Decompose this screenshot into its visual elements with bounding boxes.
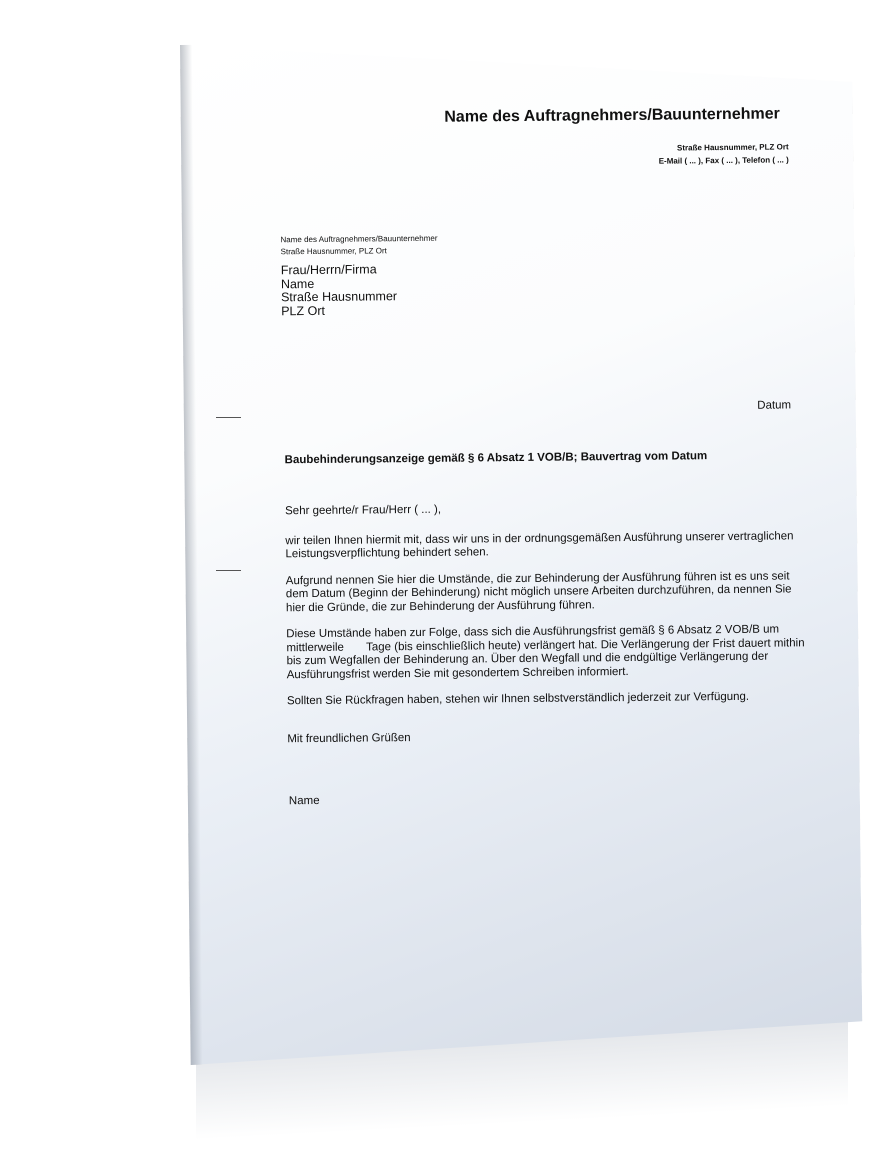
recipient-city: PLZ Ort — [281, 303, 326, 318]
paragraph-reason — [286, 570, 816, 616]
letter-date: Datum — [757, 399, 792, 412]
recipient-address-block — [281, 263, 398, 318]
paragraph-reason-line-3: hier die Gründe, die zur Behinderung der Ausführung führen. — [285, 598, 595, 614]
greeting: Sehr geehrte/r Frau/Herr ( ... ), — [285, 503, 442, 518]
paragraph-reason-line-2: dem Datum (Beginn der Behinderung) nicht möglich unsere Arbeiten durchzuführen, da nennen Sie — [285, 583, 792, 601]
letterhead-contact: E-Mail ( ... ), Fax ( ... ), Telefon ( ... ) — [658, 155, 789, 166]
letter-body — [285, 500, 817, 759]
letterhead-company-name: Name des Auftragnehmers/Bauunternehmer — [444, 105, 780, 126]
recipient-salutation: Frau/Herrn/Firma — [280, 262, 377, 278]
sender-address: Straße Hausnummer, PLZ Ort — [280, 246, 387, 257]
paragraph-reason-line-1: Aufgrund nennen Sie hier die Umstände, die zur Behinderung der Ausführung führen ist es uns seit — [285, 569, 790, 587]
letter-subject: Baubehinderungsanzeige gemäß § 6 Absatz 1 VOB/B; Bauvertrag vom Datum — [284, 450, 708, 467]
closing-formula: Mit freundlichen Grüßen — [287, 731, 411, 745]
paragraph-questions: Sollten Sie Rückfragen haben, stehen wir Ihnen selbstverständlich jederzeit zur Verfügung. — [286, 690, 750, 708]
sender-return-address — [280, 233, 437, 259]
paragraph-intro-line-2: Leistungsverpflichtung behindert sehen. — [285, 546, 489, 561]
paragraph-consequence-line-2: mittlerweile Tage (bis einschließlich heute) verlängert hat. Die Verlängerung der Frist dauert mithin — [286, 636, 805, 654]
paragraph-consequence-line-1: Diese Umstände haben zur Folge, dass sich die Ausführungsfrist gemäß § 6 Absatz 2 VOB/B um — [286, 623, 780, 641]
sender-name: Name des Auftragnehmers/Bauunternehmer — [280, 233, 438, 245]
paragraph-intro — [285, 530, 815, 562]
letterhead-address: Straße Hausnummer, PLZ Ort — [676, 142, 789, 153]
paragraph-intro-line-1: wir teilen Ihnen hiermit mit, dass wir uns in der ordnungsgemäßen Ausführung unserer vertraglichen — [285, 529, 794, 547]
recipient-street: Straße Hausnummer — [280, 289, 398, 305]
paragraph-consequence — [286, 623, 816, 682]
recipient-name: Name — [280, 276, 315, 291]
signature-name: Name — [288, 794, 320, 808]
paragraph-consequence-line-3: bis zum Wegfallen der Behinderung an. Über den Wegfall und die endgültige Verlängerung der — [286, 650, 769, 668]
paragraph-consequence-line-4: Ausführungsfrist werden Sie mit gesondertem Schreiben informiert. — [286, 665, 629, 681]
